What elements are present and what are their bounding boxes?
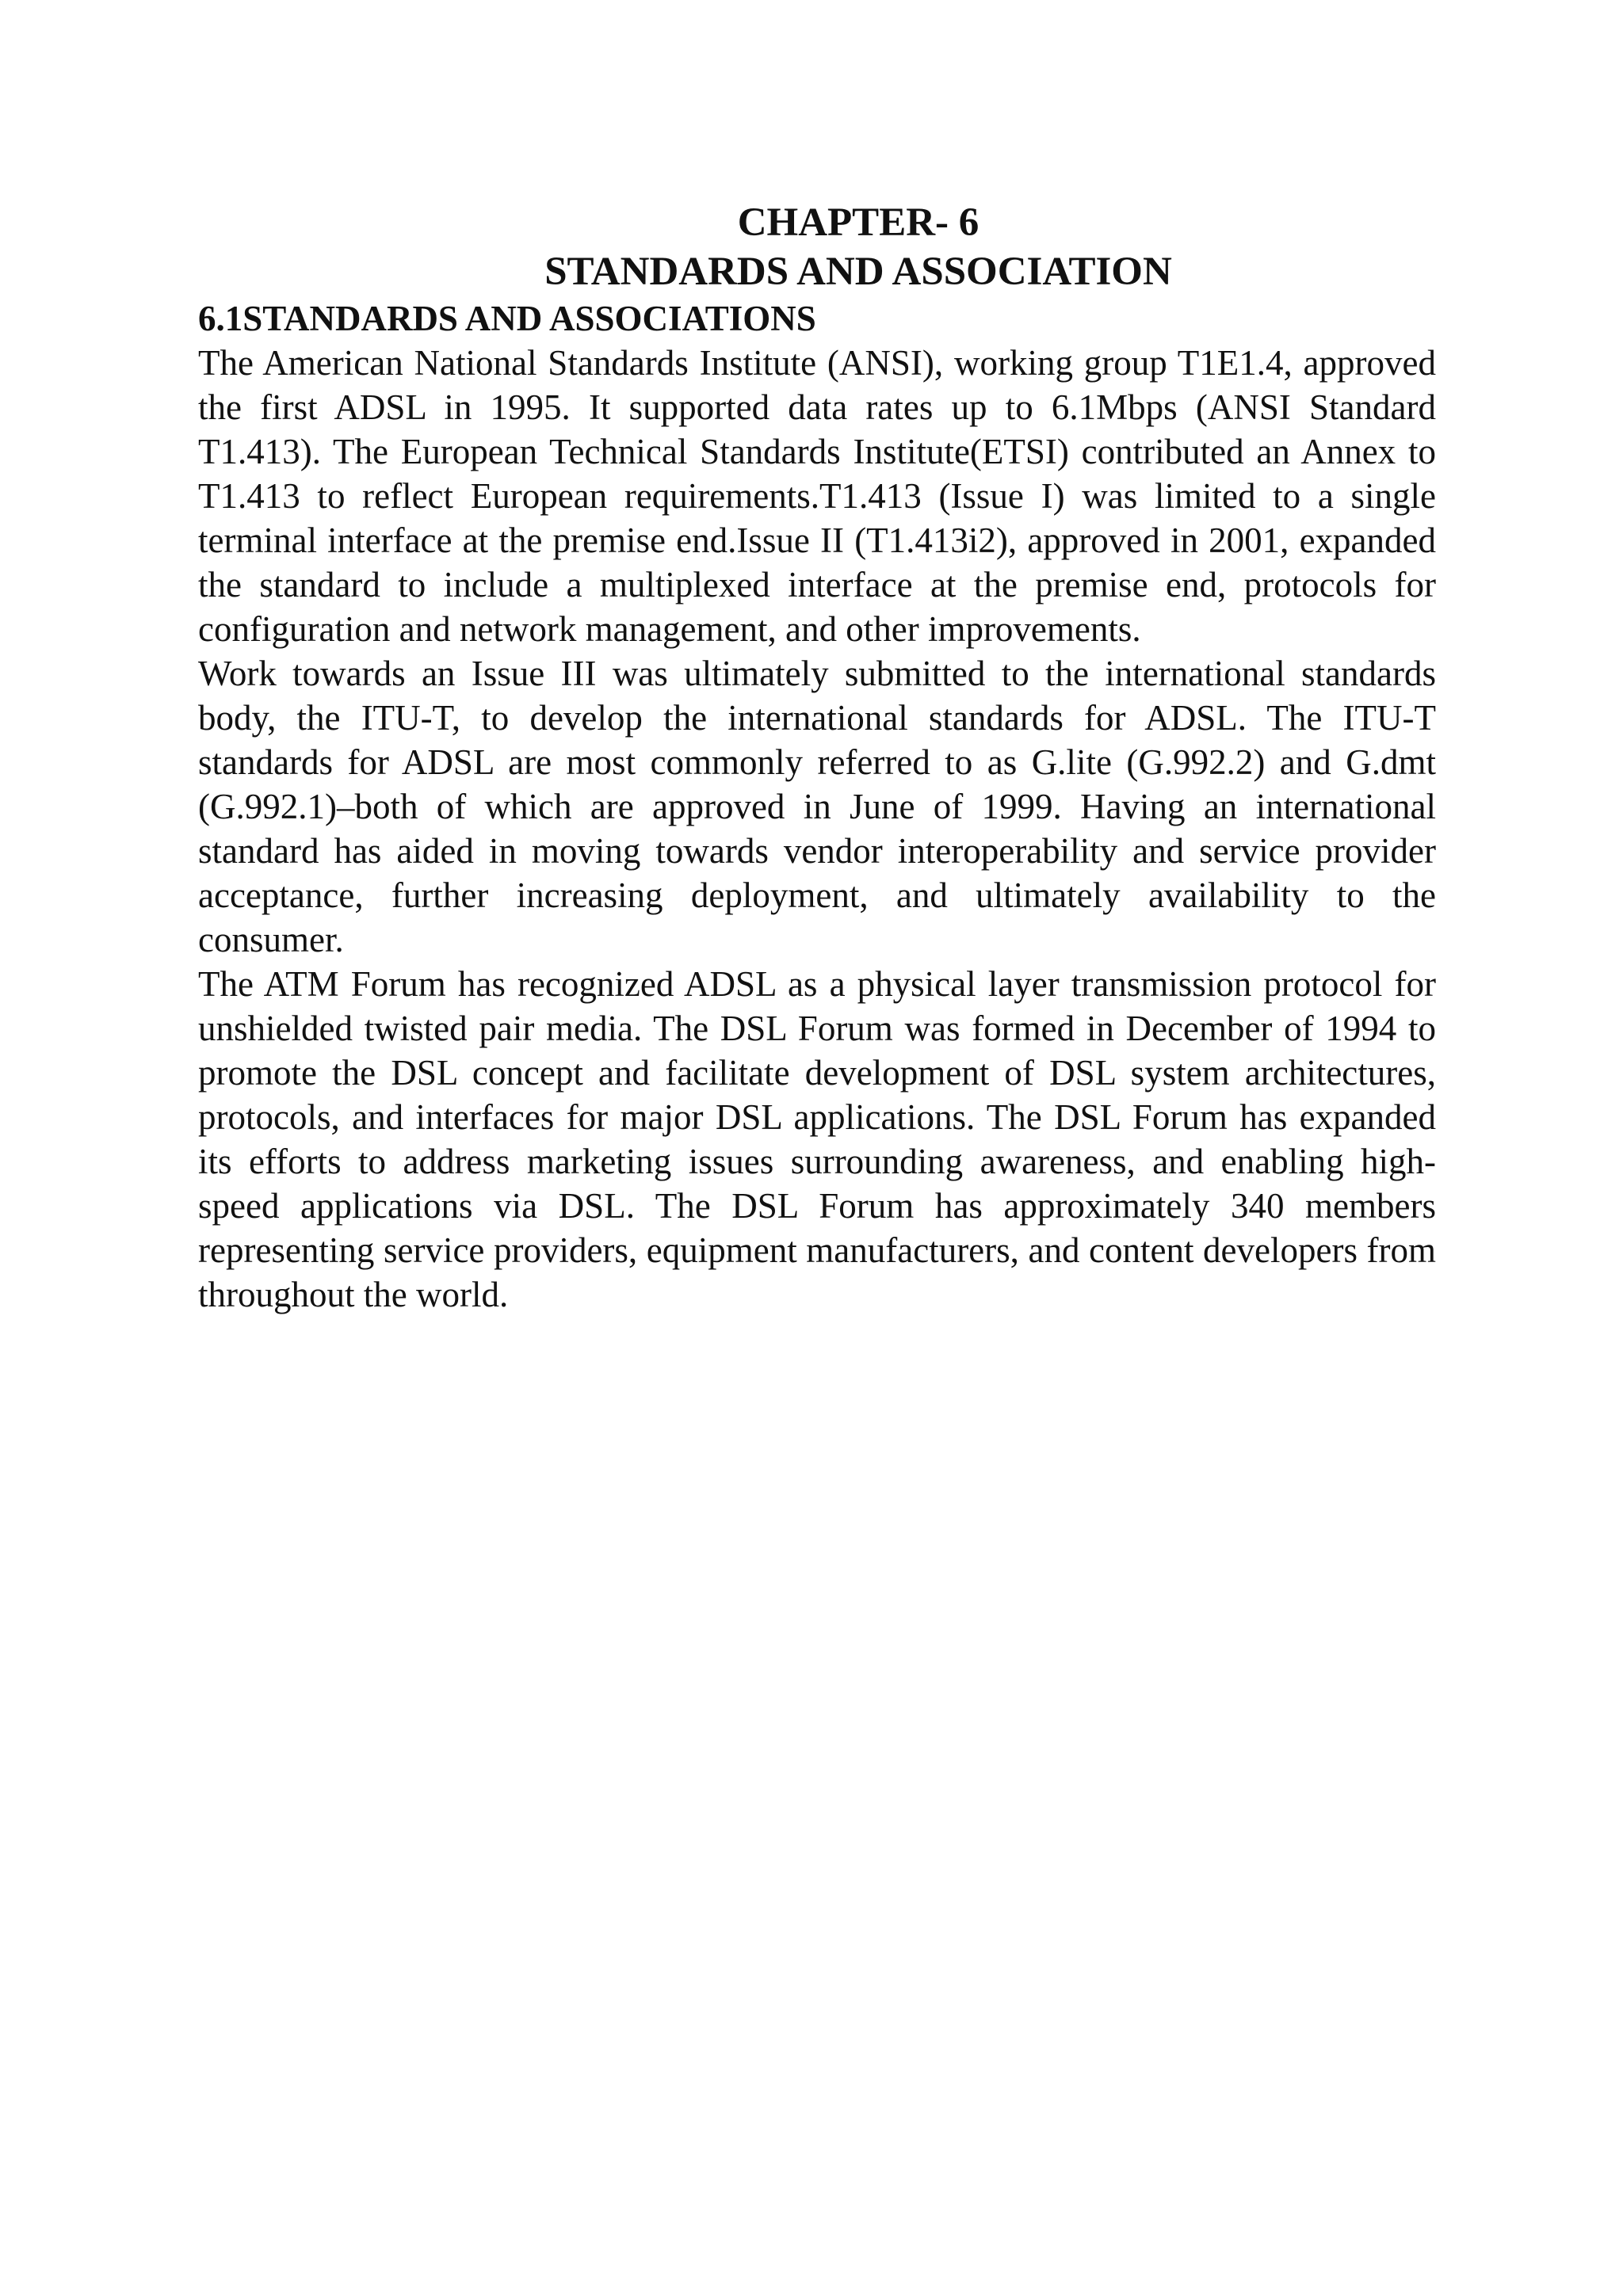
paragraph-ansi-standards: The American National Standards Institute (ANSI), working group T1E1.4, approved the first ADSL in 1995. It supported data rates up to 6.1Mbps (ANSI Standard T1.413). The European Technical Standards Institute(ETSI) contributed an Annex to T1.413 to reflect European requirements.T1.413 (Issue I) was limited to a single terminal interface at the premise end.Issue II (T1.413i2), approved in 2001, expanded the standard to include a multiplexed interface at the premise end, protocols for configuration and network management, and other improvements. bbox=[198, 343, 1436, 649]
paragraph-itu-standards: Work towards an Issue III was ultimately submitted to the international standards body, the ITU-T, to develop the international standards for ADSL. The ITU-T standards for ADSL are most commonly referred to as G.lite (G.992.2) and G.dmt (G.992.1)–both of which are approved in June of 1999. Having an international standard has aided in moving towards vendor interoperability and service provider acceptance, further increasing deployment, and ultimately availability to the consumer. bbox=[198, 654, 1436, 959]
chapter-number: CHAPTER- 6 bbox=[737, 200, 980, 245]
paragraph-forums: The ATM Forum has recognized ADSL as a physical layer transmission protocol for unshielded twisted pair media. The DSL Forum was formed in December of 1994 to promote the DSL concept and facilitate development of DSL system architectures, protocols, and interfaces for major DSL applications. The DSL Forum has expanded its efforts to address marketing issues surrounding awareness, and enabling high-speed applications via DSL. The DSL Forum has approximately 340 members representing service providers, equipment manufacturers, and content developers from throughout the world. bbox=[198, 964, 1436, 1314]
chapter-title: STANDARDS AND ASSOCIATION bbox=[544, 250, 1172, 294]
section-heading: 6.1STANDARDS AND ASSOCIATIONS bbox=[198, 299, 816, 338]
document-body bbox=[198, 198, 1436, 1317]
